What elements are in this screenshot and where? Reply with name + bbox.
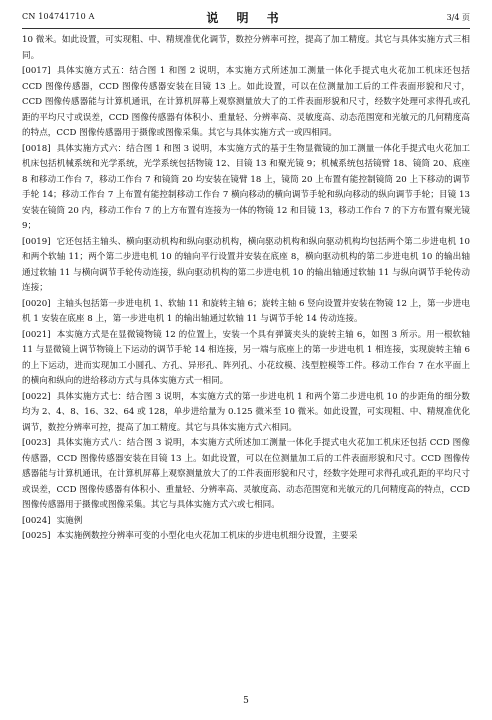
- paragraph-text: 实施例: [56, 515, 83, 526]
- paragraph-text: 具体实施方式六：结合图 1 和图 3 说明，本实施方式的基于生物显微镜的加工测量一体化手提式电火花加工机床包括机械系统和光学系统，光学系统包括物镜 12、目镜 13 和聚光镜 9；机械系统包括镜臂 18、镜筒 20、底座 8 和移动工作台 7，移动工作台 7 和镜筒 20 均安装在镜臂 18 上，镜筒 20 上布置有能控制镜筒 20 上下移动的调节手轮 14；移动工作台 7 上布置有能控制移动工作台 7 横向移动的横向调节手轮和纵向移动的纵向调节手轮；目镜 13 安装在镜筒 20 内，移动工作台 7 的上方布置有连接为一体的物镜 12 和目镜 13，移动工作台 7 的下方布置有聚光镜 9；: [22, 143, 470, 231]
- paragraph-number: [0021]: [22, 329, 51, 340]
- paragraph: [22, 235, 470, 297]
- paragraph-number: [0017]: [22, 66, 51, 76]
- page-indicator: 3/4 页: [446, 13, 470, 22]
- paragraph-text: 主轴头包括第一步进电机 1、软轴 11 和旋转主轴 6；旋转主轴 6 竖向设置并安装在物镜 12 上，第一步进电机 1 安装在底座 8 上，第一步进电机 1 的输出轴通过软轴 11 与调节手轮 14 传动连接。: [22, 298, 470, 324]
- paragraph-number: [0019]: [22, 236, 51, 247]
- document-body: [22, 33, 470, 545]
- page-number: 5: [243, 696, 249, 706]
- paragraph: [22, 33, 470, 64]
- paragraph-text: 本实施例数控分辨率可变的小型化电火花加工机床的步进电机细分设置，主要采: [56, 531, 358, 541]
- paragraph-number: [0018]: [22, 143, 51, 154]
- paragraph-number: [0020]: [22, 298, 51, 309]
- page-header: [22, 8, 470, 30]
- paragraph: [22, 142, 470, 235]
- paragraph-text: 它还包括主轴头、横向驱动机构和纵向驱动机构，横向驱动机构和纵向驱动机构均包括两个第二步进电机 10 和两个软轴 11；两个第二步进电机 10 的轴向平行设置并安装在底座 8，横向驱动机构的第二步进电机 10 的输出轴通过软轴 11 与横向调节手轮传动连接，纵向驱动机构的第二步进电机 10 的输出轴通过软轴 11 与纵向调节手轮传动连接；: [22, 236, 470, 293]
- paragraph: [22, 328, 470, 390]
- paragraph-text: 具体实施方式五：结合图 1 和图 2 说明，本实施方式所述加工测量一体化手提式电火花加工机床还包括 CCD 图像传感器，CCD 图像传感器安装在目镜 13 上。如此设置，可以在位测量加工后的工件表面形貌和尺寸，CCD 图像传感器能与计算机通讯，在计算机屏幕上观察测量放大了的工件表面形貌和尺寸，经数字处理可求得孔或孔距的平均尺寸或误差，CCD 图像传感器有体积小、重量轻、分辨率高、灵敏度高、动态范围宽和光敏元的几何精度高的特点，CCD 图像传感器用于摄像或图像采集。其它与具体实施方式一或四相同。: [22, 66, 470, 138]
- paragraph: [22, 529, 470, 545]
- paragraph: [22, 390, 470, 437]
- section-heading: [22, 514, 470, 530]
- paragraph: [22, 64, 470, 142]
- paragraph-text: 具体实施方式八：结合图 3 说明，本实施方式所述加工测量一体化手提式电火花加工机床还包括 CCD 图像传感器，CCD 图像传感器安装在目镜 13 上。如此设置，可以在位测量加工后的工件表面形貌和尺寸。CCD 图像传感器能与计算机通讯，在计算机屏幕上观察测量放大了的工件表面形貌和尺寸，经数字处理可求得孔或孔距的平均尺寸或误差，CCD 图像传感器有体积小、重量轻、分辨率高、灵敏度高、动态范围宽和光敏元的几何精度高的特点，CCD 图像传感器用于摄像或图像采集。其它与具体实施方式六或七相同。: [22, 438, 470, 510]
- paragraph-number: [0023]: [22, 438, 51, 448]
- paragraph-text: 具体实施方式七：结合图 3 说明，本实施方式的第一步进电机 1 和两个第二步进电机 10 的步距角的细分数均为 2、4、8、16、32、64 或 128，单步进给量为 0.125 微米至 10 微米。如此设置，可实现粗、中、精规准优化调节，数控分辨率可控，提高了加工精度。其它与具体实施方式六相同。: [22, 391, 470, 433]
- paragraph: [22, 436, 470, 514]
- paragraph: [22, 297, 470, 328]
- paragraph-text: 10 微米。如此设置，可实现粗、中、精规准优化调节，数控分辨率可控，提高了加工精度。其它与具体实施方式三相同。: [22, 35, 470, 61]
- paragraph-text: 本实施方式是在显微镜物镜 12 的位置上，安装一个具有弹簧夹头的旋转主轴 6，如图 3 所示。用一根软轴 11 与显微镜上调节物镜上下运动的调节手轮 14 相连接，另一端与底座上的第一步进电机 1 相连接，实现旋转主轴 6 的上下运动，进而实现加工小圆孔、方孔、异形孔、阵列孔、小花纹模、浅型腔模等工件。移动工作台 7 在水平面上的横向和纵向的进给移动方式与具体实施方式一相同。: [22, 329, 470, 386]
- header-rule: [22, 28, 470, 29]
- publication-number: CN 104741710 A: [22, 12, 95, 21]
- paragraph-number: [0024]: [22, 515, 51, 526]
- document-title: 说 明 书: [206, 11, 286, 25]
- paragraph-number: [0025]: [22, 531, 51, 541]
- paragraph-number: [0022]: [22, 391, 51, 402]
